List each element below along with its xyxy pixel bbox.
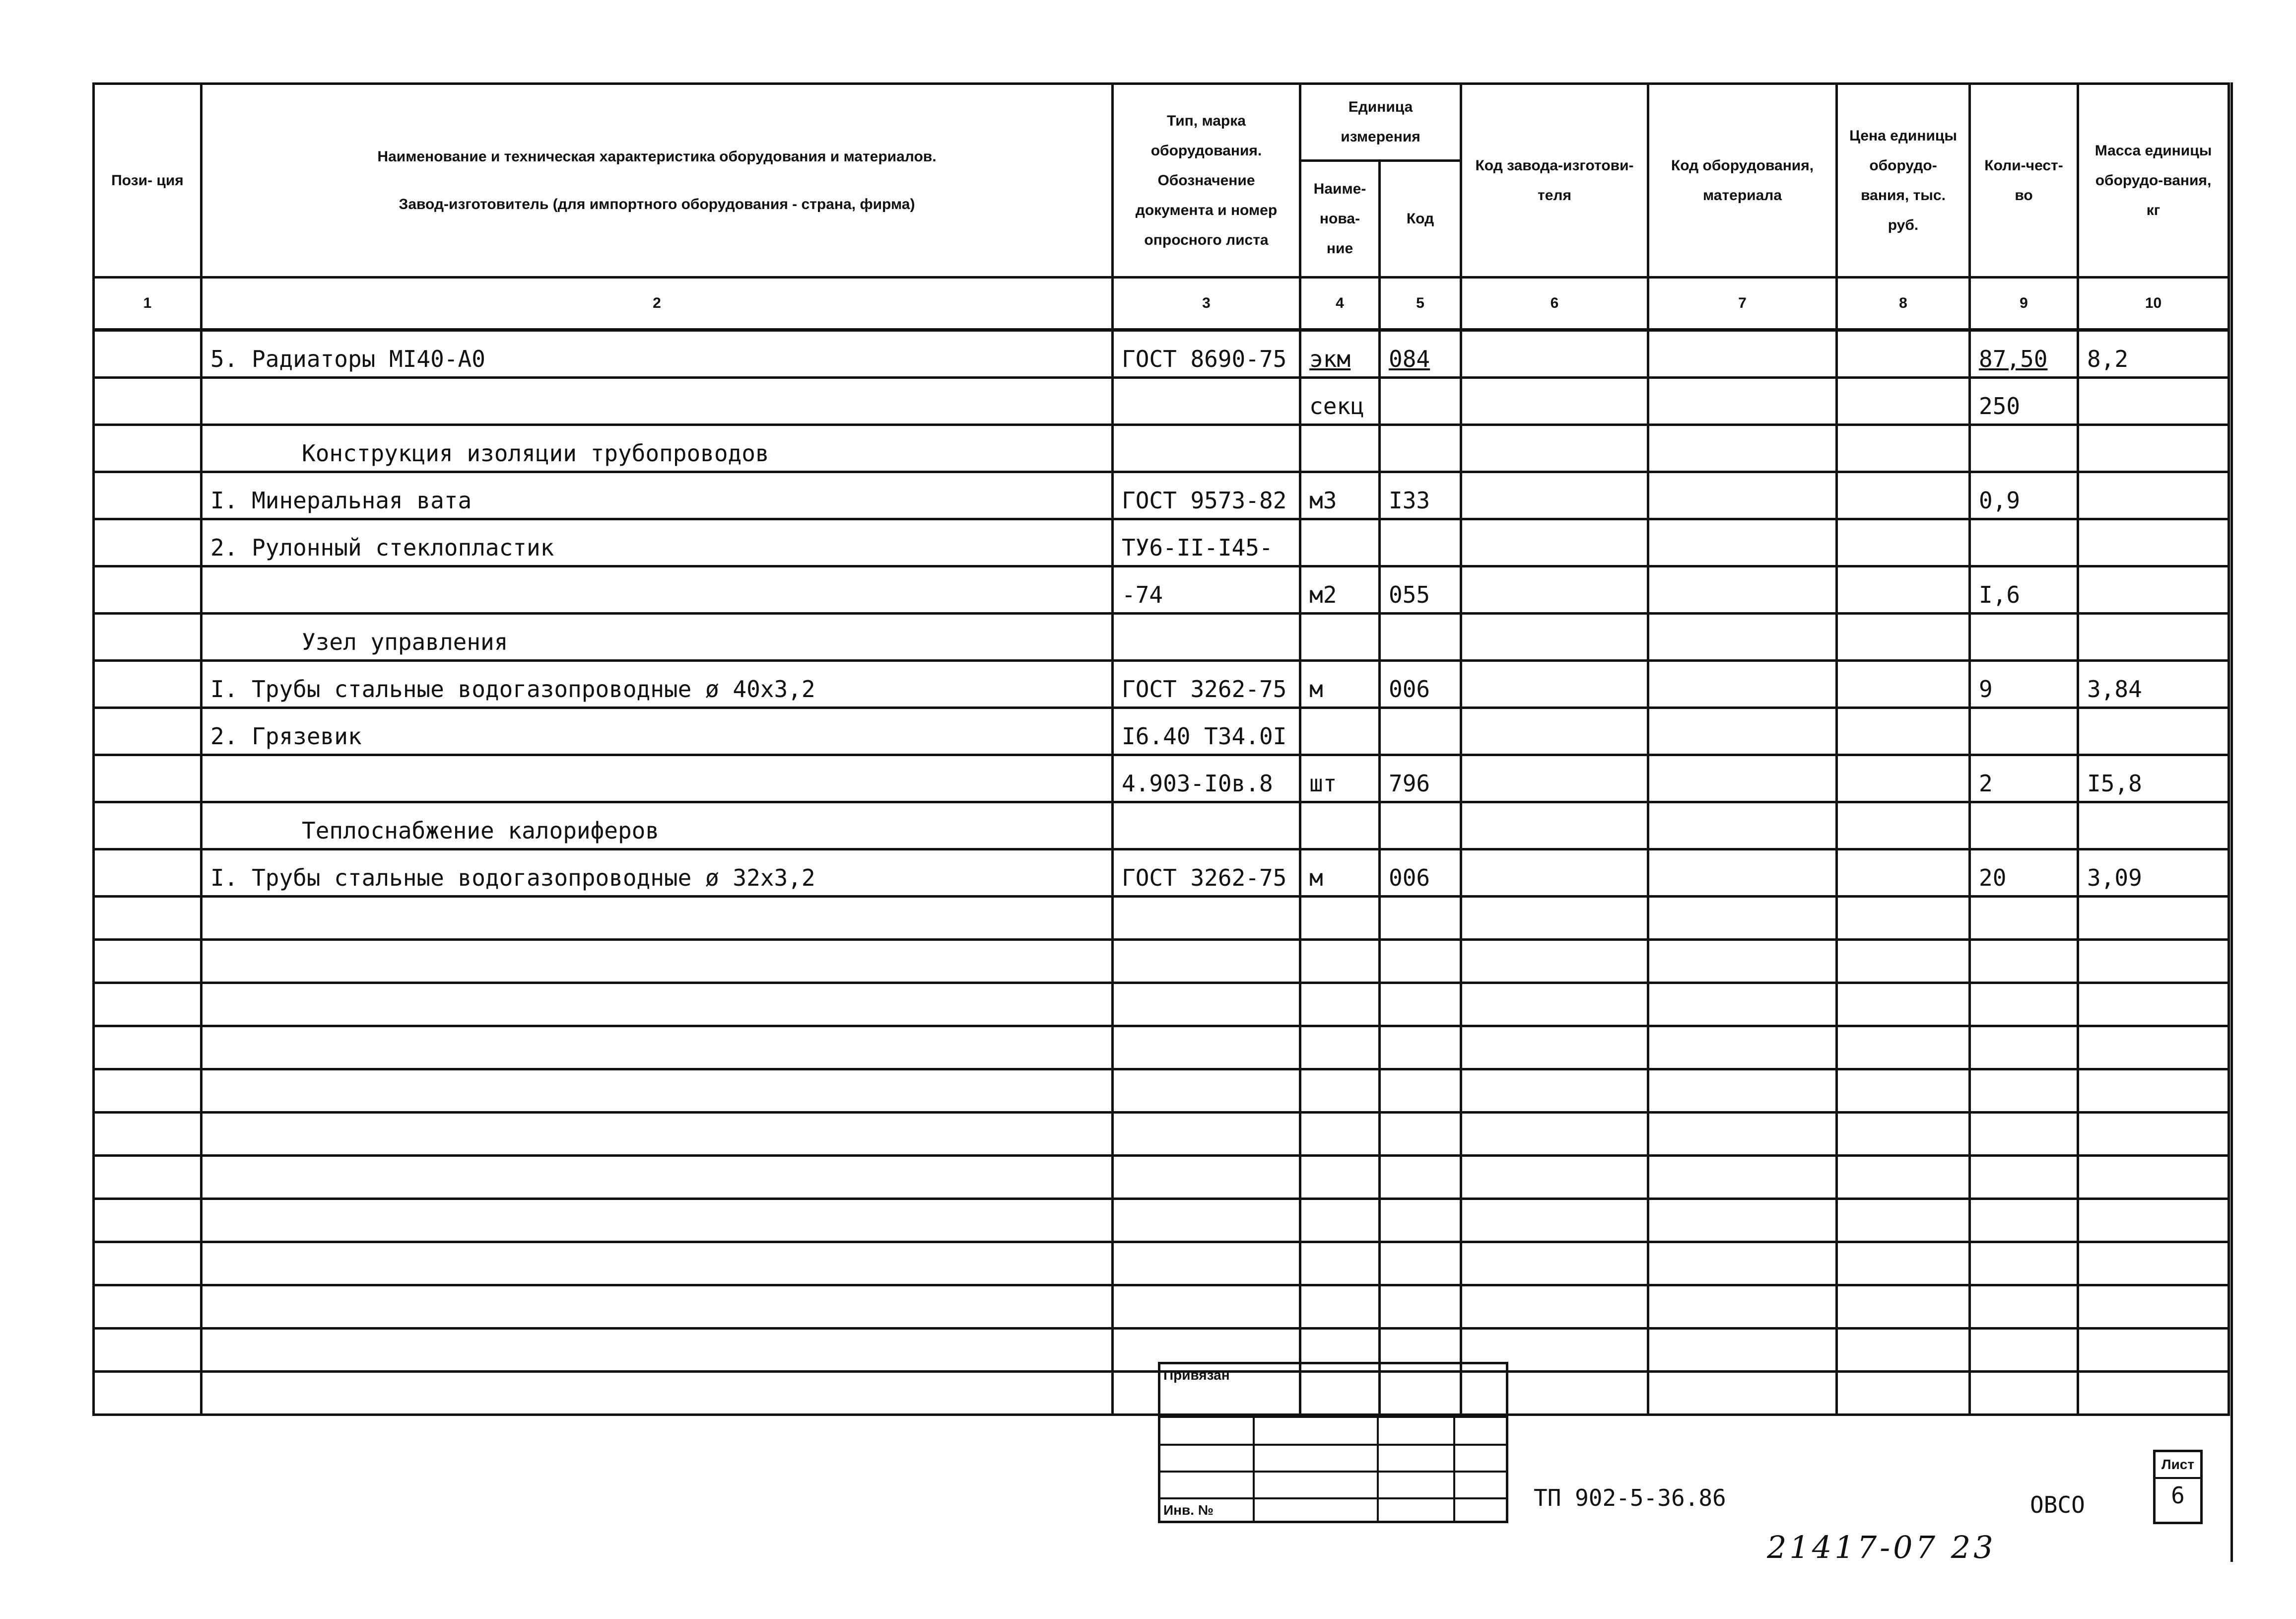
cell-equipment-code	[1648, 425, 1837, 472]
cell-name: 5. Радиаторы МI40-А0	[202, 330, 1113, 378]
cell-maker-code	[1461, 425, 1648, 472]
cell-maker-code	[1461, 755, 1648, 802]
cell-price	[1837, 661, 1970, 708]
empty-cell	[1970, 1199, 2078, 1242]
cell-maker-code	[1461, 378, 1648, 425]
cell-mass	[2078, 425, 2229, 472]
empty-cell	[1648, 1372, 1837, 1415]
cell-unit-code	[1380, 519, 1461, 566]
empty-cell	[1970, 1329, 2078, 1372]
empty-cell	[1300, 1242, 1380, 1285]
cell-unit	[1300, 708, 1380, 755]
table-row	[94, 566, 2229, 614]
column-number: 7	[1648, 278, 1837, 330]
empty-cell	[94, 1372, 202, 1415]
empty-cell	[1970, 1372, 2078, 1415]
column-number: 9	[1970, 278, 2078, 330]
cell-name: Узел управления	[202, 614, 1113, 661]
inv-no-label: Инв. №	[1163, 1502, 1214, 1518]
cell-mass: 3,84	[2078, 661, 2229, 708]
cell-equipment-code	[1648, 802, 1837, 849]
empty-row	[94, 1113, 2229, 1156]
cell-maker-code	[1461, 802, 1648, 849]
cell-equipment-code	[1648, 472, 1837, 519]
cell-name: I. Трубы стальные водогазопроводные ø 40х3,2	[202, 661, 1113, 708]
cell-unit: экм	[1300, 330, 1380, 378]
cell-name	[202, 378, 1113, 425]
table-row	[94, 378, 2229, 425]
empty-cell	[1461, 1156, 1648, 1199]
empty-cell	[202, 1199, 1113, 1242]
cell-name: I. Трубы стальные водогазопроводные ø 32х3,2	[202, 849, 1113, 897]
empty-cell	[2078, 1156, 2229, 1199]
empty-cell	[1837, 1242, 1970, 1285]
sheet-box	[2153, 1450, 2203, 1524]
cell-maker-code	[1461, 330, 1648, 378]
cell-quantity: 0,9	[1970, 472, 2078, 519]
column-number: 4	[1300, 278, 1380, 330]
header-name-line2: Завод-изготовитель (для импортного оборудования - страна, фирма)	[399, 196, 915, 212]
empty-cell	[1113, 1113, 1300, 1156]
cell-unit	[1300, 802, 1380, 849]
cell-name: Теплоснабжение калориферов	[202, 802, 1113, 849]
cell-price	[1837, 378, 1970, 425]
empty-cell	[1380, 897, 1461, 940]
header-unit-name: Наиме-нова-ние	[1300, 161, 1380, 278]
empty-cell	[1648, 1199, 1837, 1242]
column-number: 1	[94, 278, 202, 330]
cell-unit-code	[1380, 378, 1461, 425]
cell-equipment-code	[1648, 330, 1837, 378]
empty-cell	[1113, 1156, 1300, 1199]
empty-cell	[202, 1329, 1113, 1372]
cell-unit: м3	[1300, 472, 1380, 519]
cell-quantity	[1970, 802, 2078, 849]
cell-position	[94, 708, 202, 755]
empty-row	[94, 983, 2229, 1026]
empty-cell	[1461, 1069, 1648, 1113]
document-code: ОВСО	[2030, 1491, 2085, 1518]
empty-cell	[1380, 1026, 1461, 1069]
empty-cell	[2078, 1285, 2229, 1329]
empty-cell	[1648, 1069, 1837, 1113]
cell-quantity: 9	[1970, 661, 2078, 708]
column-number: 5	[1380, 278, 1461, 330]
cell-position	[94, 472, 202, 519]
cell-unit: м2	[1300, 566, 1380, 614]
empty-cell	[2078, 1026, 2229, 1069]
cell-equipment-code	[1648, 519, 1837, 566]
empty-cell	[1380, 1069, 1461, 1113]
cell-unit-code: 796	[1380, 755, 1461, 802]
handwritten-number: 21417-07 23	[1767, 1529, 1996, 1565]
empty-cell	[2078, 1242, 2229, 1285]
cell-unit-code: 006	[1380, 661, 1461, 708]
table-row	[94, 614, 2229, 661]
empty-cell	[1837, 1329, 1970, 1372]
empty-row	[94, 1242, 2229, 1285]
header-unit-code: Код	[1380, 161, 1461, 278]
empty-cell	[1380, 1285, 1461, 1329]
column-number: 2	[202, 278, 1113, 330]
empty-cell	[1113, 1069, 1300, 1113]
header-unit-group: Единица измерения	[1300, 84, 1461, 161]
column-number: 3	[1113, 278, 1300, 330]
empty-cell	[1300, 1113, 1380, 1156]
cell-position	[94, 566, 202, 614]
document-number: ТП 902-5-36.86	[1534, 1484, 1726, 1511]
header-unit-price: Цена единицы оборудо-вания, тыс. руб.	[1837, 84, 1970, 278]
empty-cell	[2078, 983, 2229, 1026]
cell-price	[1837, 755, 1970, 802]
empty-cell	[1113, 940, 1300, 983]
empty-cell	[1837, 897, 1970, 940]
cell-position	[94, 755, 202, 802]
cell-unit: секц	[1300, 378, 1380, 425]
cell-quantity	[1970, 425, 2078, 472]
cell-equipment-code	[1648, 378, 1837, 425]
cell-price	[1837, 849, 1970, 897]
cell-unit-code	[1380, 802, 1461, 849]
empty-cell	[1970, 940, 2078, 983]
empty-cell	[1648, 983, 1837, 1026]
cell-price	[1837, 802, 1970, 849]
empty-cell	[1970, 1069, 2078, 1113]
header-unit-mass: Масса единицы оборудо-вания, кг	[2078, 84, 2229, 278]
empty-cell	[94, 1329, 202, 1372]
column-number: 6	[1461, 278, 1648, 330]
header-quantity: Коли-чест-во	[1970, 84, 2078, 278]
empty-cell	[94, 1069, 202, 1113]
title-block	[1158, 1362, 1508, 1523]
empty-cell	[1837, 940, 1970, 983]
empty-cell	[2078, 1113, 2229, 1156]
cell-mass: 3,09	[2078, 849, 2229, 897]
empty-cell	[1380, 1242, 1461, 1285]
cell-mass	[2078, 708, 2229, 755]
cell-name: 2. Рулонный стеклопластик	[202, 519, 1113, 566]
cell-price	[1837, 472, 1970, 519]
header-name-line1: Наименование и техническая характеристика оборудования и материалов.	[377, 148, 937, 165]
empty-cell	[1837, 1199, 1970, 1242]
empty-cell	[1461, 1026, 1648, 1069]
empty-cell	[1113, 983, 1300, 1026]
cell-mass	[2078, 802, 2229, 849]
privyazan-label: Привязан	[1163, 1367, 1230, 1383]
empty-row	[94, 940, 2229, 983]
cell-quantity: 250	[1970, 378, 2078, 425]
empty-cell	[1300, 1285, 1380, 1329]
cell-unit-code: 055	[1380, 566, 1461, 614]
cell-document	[1113, 378, 1300, 425]
cell-maker-code	[1461, 661, 1648, 708]
empty-cell	[202, 1113, 1113, 1156]
empty-cell	[94, 1242, 202, 1285]
table-row	[94, 330, 2229, 378]
empty-cell	[94, 1026, 202, 1069]
empty-cell	[1837, 983, 1970, 1026]
empty-cell	[202, 1156, 1113, 1199]
table-row	[94, 849, 2229, 897]
title-block-line	[1253, 1416, 1255, 1521]
table-row	[94, 519, 2229, 566]
cell-unit-code	[1380, 425, 1461, 472]
title-block-line	[1377, 1416, 1379, 1521]
empty-cell	[1970, 897, 2078, 940]
cell-price	[1837, 425, 1970, 472]
empty-row	[94, 1069, 2229, 1113]
cell-document: ГОСТ 8690-75	[1113, 330, 1300, 378]
cell-maker-code	[1461, 472, 1648, 519]
empty-cell	[202, 1069, 1113, 1113]
table-row	[94, 425, 2229, 472]
cell-equipment-code	[1648, 614, 1837, 661]
cell-document: ГОСТ 9573-82	[1113, 472, 1300, 519]
empty-cell	[1300, 1026, 1380, 1069]
cell-document	[1113, 802, 1300, 849]
cell-document: -74	[1113, 566, 1300, 614]
empty-cell	[1380, 940, 1461, 983]
empty-cell	[1300, 1069, 1380, 1113]
empty-cell	[1970, 1026, 2078, 1069]
empty-row	[94, 1026, 2229, 1069]
cell-mass	[2078, 519, 2229, 566]
cell-unit	[1300, 614, 1380, 661]
empty-cell	[1970, 983, 2078, 1026]
cell-unit-code: 084	[1380, 330, 1461, 378]
cell-mass	[2078, 378, 2229, 425]
empty-row	[94, 1156, 2229, 1199]
empty-cell	[94, 983, 202, 1026]
cell-unit: шт	[1300, 755, 1380, 802]
empty-cell	[202, 1285, 1113, 1329]
cell-unit: м	[1300, 849, 1380, 897]
empty-cell	[2078, 1199, 2229, 1242]
cell-document: 4.903-I0в.8	[1113, 755, 1300, 802]
cell-equipment-code	[1648, 755, 1837, 802]
empty-cell	[1113, 1285, 1300, 1329]
cell-maker-code	[1461, 519, 1648, 566]
empty-cell	[2078, 897, 2229, 940]
empty-cell	[1648, 1026, 1837, 1069]
table-row	[94, 708, 2229, 755]
cell-name: I. Минеральная вата	[202, 472, 1113, 519]
empty-cell	[1113, 897, 1300, 940]
empty-cell	[94, 1285, 202, 1329]
cell-mass	[2078, 566, 2229, 614]
cell-document	[1113, 425, 1300, 472]
cell-price	[1837, 708, 1970, 755]
empty-cell	[1113, 1199, 1300, 1242]
cell-position	[94, 425, 202, 472]
empty-row	[94, 897, 2229, 940]
empty-cell	[1970, 1285, 2078, 1329]
header-maker-code: Код завода-изготови-теля	[1461, 84, 1648, 278]
table-row	[94, 755, 2229, 802]
empty-cell	[202, 897, 1113, 940]
table-row	[94, 661, 2229, 708]
cell-price	[1837, 330, 1970, 378]
empty-cell	[1380, 1156, 1461, 1199]
cell-price	[1837, 519, 1970, 566]
cell-name	[202, 755, 1113, 802]
empty-cell	[1380, 1113, 1461, 1156]
sheet-number: 6	[2171, 1482, 2185, 1509]
cell-quantity	[1970, 519, 2078, 566]
empty-cell	[1300, 897, 1380, 940]
empty-cell	[1648, 897, 1837, 940]
empty-cell	[202, 1372, 1113, 1415]
sheet-edge-line	[2230, 82, 2233, 1562]
cell-document: I6.40 Т34.0I	[1113, 708, 1300, 755]
cell-maker-code	[1461, 614, 1648, 661]
empty-cell	[1837, 1069, 1970, 1113]
empty-cell	[202, 983, 1113, 1026]
column-number: 8	[1837, 278, 1970, 330]
empty-cell	[1970, 1113, 2078, 1156]
empty-cell	[1648, 940, 1837, 983]
empty-cell	[1648, 1113, 1837, 1156]
cell-unit: м	[1300, 661, 1380, 708]
table-row	[94, 802, 2229, 849]
cell-unit-code: 006	[1380, 849, 1461, 897]
empty-cell	[1461, 940, 1648, 983]
column-numbers-row	[94, 278, 2229, 330]
empty-row	[94, 1285, 2229, 1329]
empty-cell	[1461, 983, 1648, 1026]
cell-document: ТУ6-II-I45-	[1113, 519, 1300, 566]
cell-maker-code	[1461, 566, 1648, 614]
empty-cell	[1461, 897, 1648, 940]
empty-cell	[1461, 1113, 1648, 1156]
empty-cell	[202, 940, 1113, 983]
empty-cell	[1648, 1329, 1837, 1372]
cell-quantity: 2	[1970, 755, 2078, 802]
empty-cell	[1380, 983, 1461, 1026]
cell-mass: 8,2	[2078, 330, 2229, 378]
cell-unit-code: I33	[1380, 472, 1461, 519]
header-name	[202, 84, 1113, 278]
cell-document	[1113, 614, 1300, 661]
cell-position	[94, 330, 202, 378]
cell-price	[1837, 566, 1970, 614]
cell-position	[94, 378, 202, 425]
column-number: 10	[2078, 278, 2229, 330]
cell-mass: I5,8	[2078, 755, 2229, 802]
cell-name: 2. Грязевик	[202, 708, 1113, 755]
empty-cell	[2078, 940, 2229, 983]
cell-maker-code	[1461, 708, 1648, 755]
table-row	[94, 472, 2229, 519]
cell-document: ГОСТ 3262-75	[1113, 849, 1300, 897]
empty-cell	[1300, 983, 1380, 1026]
cell-mass	[2078, 614, 2229, 661]
cell-equipment-code	[1648, 849, 1837, 897]
empty-cell	[1837, 1285, 1970, 1329]
cell-quantity: I,6	[1970, 566, 2078, 614]
empty-cell	[1648, 1242, 1837, 1285]
empty-cell	[1461, 1242, 1648, 1285]
header-position: Пози- ция	[94, 84, 202, 278]
cell-document: ГОСТ 3262-75	[1113, 661, 1300, 708]
empty-cell	[1380, 1199, 1461, 1242]
cell-unit-code	[1380, 614, 1461, 661]
empty-cell	[202, 1026, 1113, 1069]
cell-position	[94, 802, 202, 849]
cell-equipment-code	[1648, 708, 1837, 755]
empty-cell	[1461, 1285, 1648, 1329]
empty-cell	[1113, 1242, 1300, 1285]
empty-cell	[1300, 940, 1380, 983]
header-type: Тип, марка оборудования. Обозначение документа и номер опросного листа	[1113, 84, 1300, 278]
specification-table	[92, 82, 2230, 1416]
empty-cell	[1837, 1026, 1970, 1069]
cell-unit-code	[1380, 708, 1461, 755]
cell-name	[202, 566, 1113, 614]
cell-equipment-code	[1648, 566, 1837, 614]
empty-cell	[1837, 1113, 1970, 1156]
empty-cell	[2078, 1329, 2229, 1372]
cell-quantity	[1970, 708, 2078, 755]
empty-cell	[1300, 1199, 1380, 1242]
cell-position	[94, 614, 202, 661]
cell-quantity: 20	[1970, 849, 2078, 897]
cell-price	[1837, 614, 1970, 661]
empty-cell	[1461, 1199, 1648, 1242]
cell-unit	[1300, 425, 1380, 472]
cell-unit	[1300, 519, 1380, 566]
empty-cell	[1648, 1156, 1837, 1199]
empty-cell	[1970, 1242, 2078, 1285]
empty-cell	[1837, 1372, 1970, 1415]
cell-name: Конструкция изоляции трубопроводов	[202, 425, 1113, 472]
cell-quantity: 87,50	[1970, 330, 2078, 378]
cell-maker-code	[1461, 849, 1648, 897]
empty-cell	[94, 897, 202, 940]
empty-cell	[1837, 1156, 1970, 1199]
cell-quantity	[1970, 614, 2078, 661]
cell-equipment-code	[1648, 661, 1837, 708]
cell-mass	[2078, 472, 2229, 519]
header-equipment-code: Код оборудования, материала	[1648, 84, 1837, 278]
cell-position	[94, 661, 202, 708]
empty-cell	[2078, 1372, 2229, 1415]
cell-position	[94, 849, 202, 897]
empty-cell	[1648, 1285, 1837, 1329]
empty-cell	[202, 1242, 1113, 1285]
empty-cell	[94, 1199, 202, 1242]
empty-cell	[94, 1156, 202, 1199]
cell-position	[94, 519, 202, 566]
title-block-line	[1453, 1416, 1455, 1521]
empty-cell	[1113, 1026, 1300, 1069]
empty-cell	[1970, 1156, 2078, 1199]
empty-cell	[2078, 1069, 2229, 1113]
empty-cell	[94, 940, 202, 983]
empty-row	[94, 1199, 2229, 1242]
empty-cell	[94, 1113, 202, 1156]
empty-cell	[1300, 1156, 1380, 1199]
sheet-label: Лист	[2156, 1452, 2200, 1479]
